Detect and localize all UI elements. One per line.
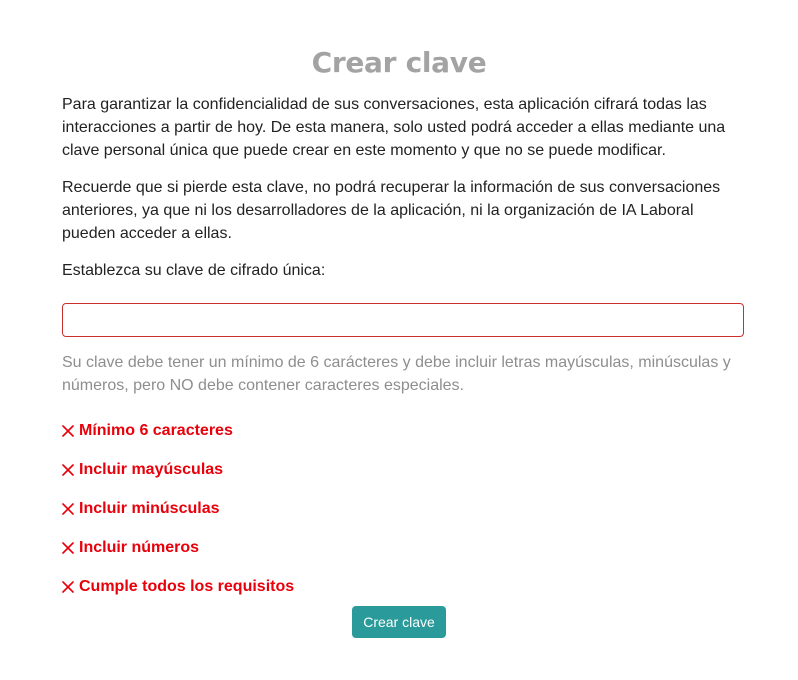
- actions-row: [0, 606, 798, 638]
- intro-paragraph-2: Recuerde que si pierde esta clave, no podrá recuperar la información de sus conversaciones anteriores, ya que ni los desarrolladores de la aplicación, ni la organización de IA Laboral pueden acceder a ellas.: [62, 179, 721, 242]
- key-input[interactable]: [62, 303, 744, 337]
- x-icon: [62, 581, 74, 593]
- key-input-wrap: [62, 303, 744, 337]
- create-key-button[interactable]: Crear clave: [352, 606, 446, 638]
- requirement-min-length: [62, 411, 744, 450]
- key-hint: Su clave debe tener un mínimo de 6 carácteres y debe incluir letras mayúsculas, minúsculas y números, pero NO debe contener caracteres especiales.: [62, 354, 731, 394]
- content: [62, 93, 744, 606]
- requirement-label: Incluir minúsculas: [79, 499, 220, 517]
- key-field-label: Establezca su clave de cifrado única:: [62, 262, 326, 279]
- page-title: Crear clave: [311, 46, 487, 79]
- x-icon: [62, 425, 74, 437]
- x-icon: [62, 503, 74, 515]
- requirement-label: Cumple todos los requisitos: [79, 577, 295, 595]
- x-icon: [62, 542, 74, 554]
- requirements-list: [62, 411, 744, 606]
- requirement-label: Incluir números: [79, 538, 200, 556]
- requirement-label: Mínimo 6 caracteres: [79, 421, 233, 439]
- intro-paragraph-1: Para garantizar la confidencialidad de sus conversaciones, esta aplicación cifrará todas las interacciones a partir de hoy. De esta manera, solo usted podrá acceder a ellas mediante una clave personal única que puede crear en este momento y que no se puede modificar.: [62, 96, 726, 159]
- requirement-uppercase: [62, 450, 744, 489]
- requirement-lowercase: [62, 489, 744, 528]
- requirement-label: Incluir mayúsculas: [79, 460, 224, 478]
- x-icon: [62, 464, 74, 476]
- requirement-numbers: [62, 528, 744, 567]
- requirement-all: [62, 567, 744, 606]
